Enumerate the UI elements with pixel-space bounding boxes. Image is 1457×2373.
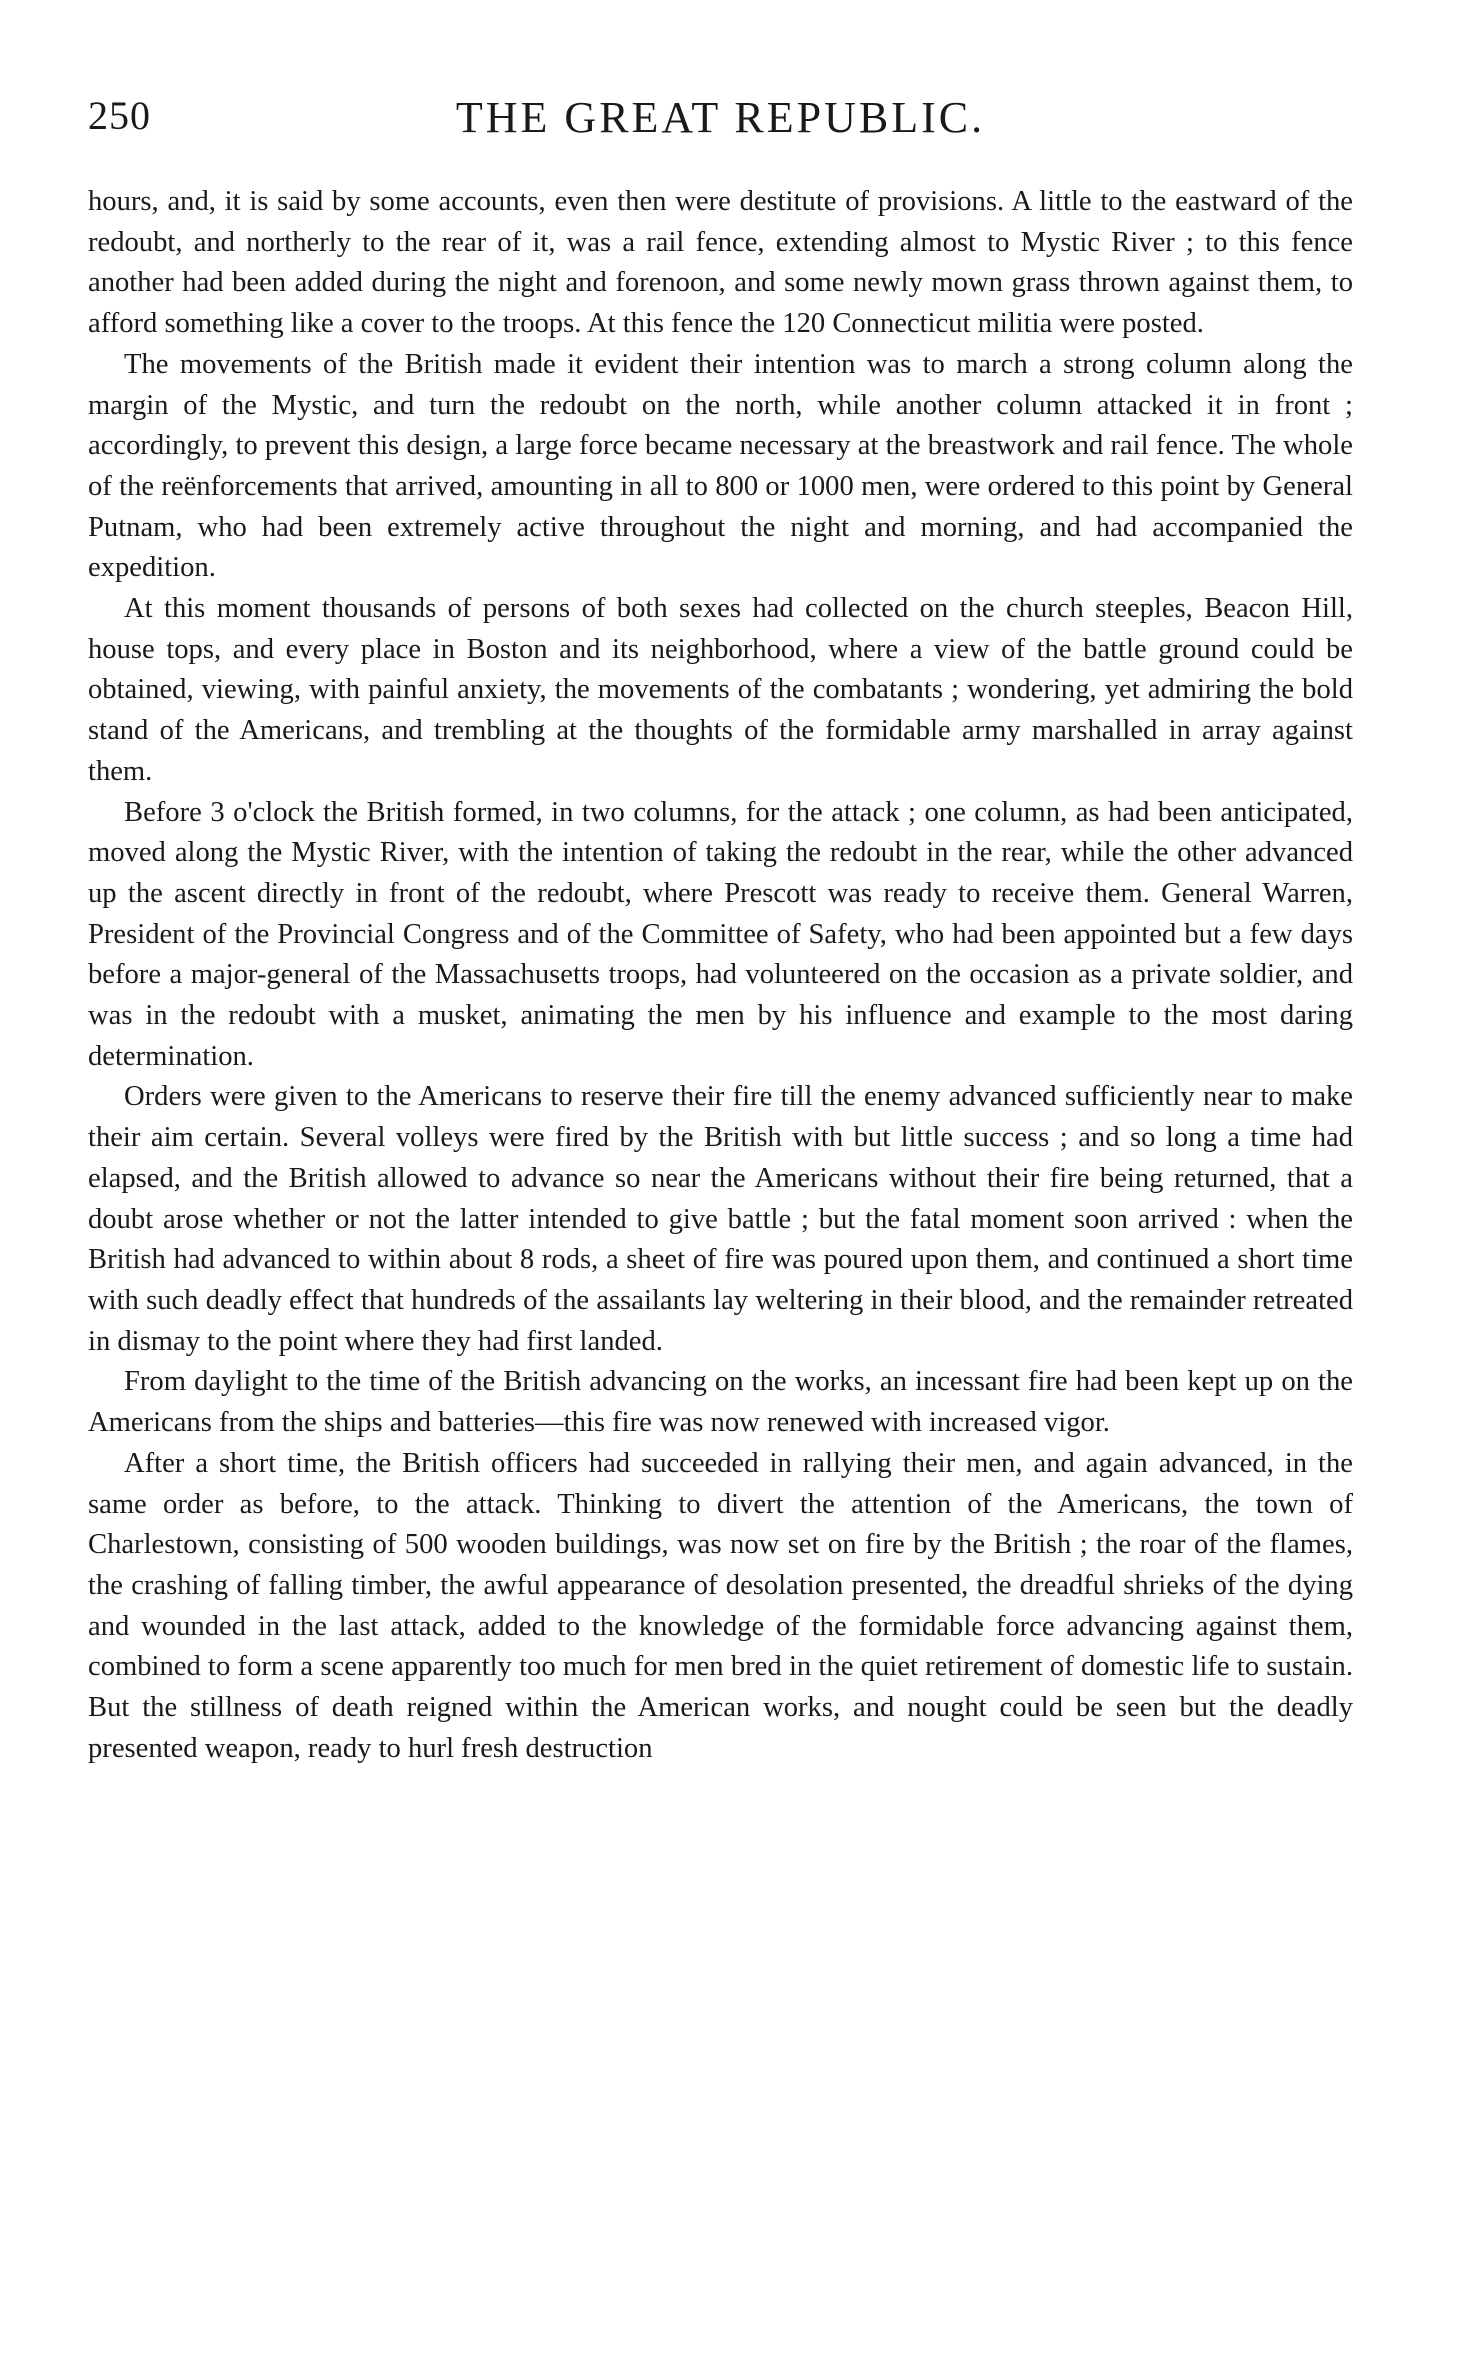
paragraph: hours, and, it is said by some accounts, even then were destitute of provisions. A little to the eastward of the redoubt, and northerly to the rear of it, was a rail fence, extending almost to Mystic River ; to this fence another had been added during the night and forenoon, and some newly mown grass thrown against them, to afford something like a cover to the troops. At this fence the 120 Connecticut militia were posted. — [88, 186, 1353, 340]
page-number: 250 — [88, 93, 151, 138]
paragraph: Orders were given to the Americans to reserve their fire till the enemy advanced sufficiently near to make their aim certain. Several volleys were fired by the British with but little success ; and so long a time had elapsed, and the British allowed to advance so near the Americans without their fire being returned, that a doubt arose whether or not the latter intended to give battle ; but the fatal moment soon arrived : when the British had advanced to within about 8 rods, a sheet of fire was poured upon them, and continued a short time with such deadly effect that hundreds of the assailants lay weltering in their blood, and the remainder retreated in dismay to the point where they had first landed. — [88, 1081, 1353, 1357]
page-header — [88, 92, 1353, 148]
paragraph: From daylight to the time of the British advancing on the works, an incessant fire had been kept up on the Americans from the ships and batteries—this fire was now renewed with increased vigor. — [88, 1366, 1353, 1439]
paragraph: After a short time, the British officers had succeeded in rallying their men, and again advanced, in the same order as before, to the attack. Thinking to divert the attention of the Americans, the town of Charlestown, consisting of 500 wooden buildings, was now set on fire by the British ; the roar of the flames, the crashing of falling timber, the awful appearance of desolation presented, the dreadful shrieks of the dying and wounded in the last attack, added to the knowledge of the formidable force advancing against them, combined to form a scene apparently too much for men bred in the quiet retirement of domestic life to sustain. But the stillness of death reigned within the American works, and nought could be seen but the deadly presented weapon, ready to hurl fresh destruction — [88, 1447, 1353, 1764]
paragraph: Before 3 o'clock the British formed, in two columns, for the attack ; one column, as had been anticipated, moved along the Mystic River, with the intention of taking the redoubt in the rear, while the other advanced up the ascent directly in front of the redoubt, where Prescott was ready to receive them. General Warren, President of the Provincial Congress and of the Committee of Safety, who had been appointed but a few days before a major-general of the Massachusetts troops, had volunteered on the occasion as a private soldier, and was in the redoubt with a musket, animating the men by his influence and example to the most daring determination. — [88, 796, 1353, 1072]
running-title: THE GREAT REPUBLIC. — [455, 93, 986, 142]
paragraph: At this moment thousands of persons of both sexes had collected on the church steeples, Beacon Hill, house tops, and every place in Boston and its neighborhood, where a view of the battle ground could be obtained, viewing, with painful anxiety, the movements of the combatants ; wondering, yet admiring the bold stand of the Americans, and trembling at the thoughts of the formidable army marshalled in array against them. — [88, 593, 1353, 787]
body-text — [88, 182, 1353, 1769]
paragraph: The movements of the British made it evident their intention was to march a strong column along the margin of the Mystic, and turn the redoubt on the north, while another column attacked it in front ; accordingly, to prevent this design, a large force became necessary at the breastwork and rail fence. The whole of the reënforcements that arrived, amounting in all to 800 or 1000 men, were ordered to this point by General Putnam, who had been extremely active throughout the night and morning, and had accompanied the expedition. — [88, 348, 1353, 584]
